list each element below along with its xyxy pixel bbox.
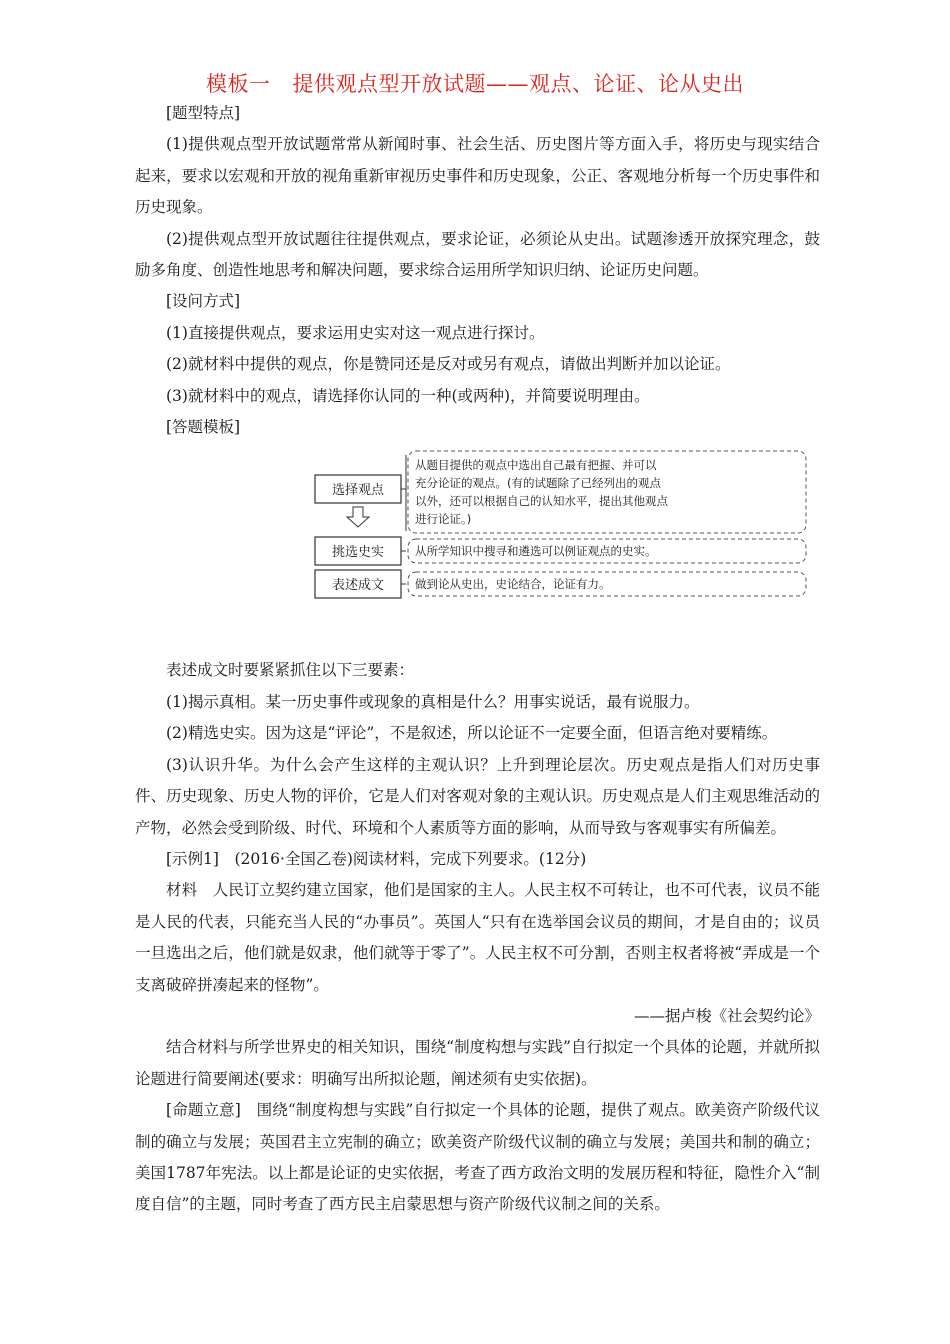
- features-paragraph-2: (2)提供观点型开放试题往往提供观点，要求论证，必须论从史出。试题渗透开放探究理念，鼓励多角度、创造性地思考和解决问题，要求综合运用所学知识归纳、论证历史问题。: [135, 229, 820, 280]
- note-compose-text: 做到论从史出，史论结合，论证有力。: [415, 577, 611, 592]
- element-item: (1)揭示真相。某一历史事件或现象的真相是什么？用事实说话，最有说服力。: [166, 692, 700, 711]
- document-body: [135, 98, 820, 1221]
- element-item: (2)精选史实。因为这是“评论”，不是叙述，所以论证不一定要全面，但语言绝对要精练。: [166, 724, 778, 743]
- step-pick-facts-label: 挑选史实: [331, 545, 385, 561]
- features-paragraph-1: (1)提供观点型开放试题常常从新闻时事、社会生活、历史图片等方面入手，将历史与现实结合起来，要求以宏观和开放的视角重新审视历史事件和历史现象，公正、客观地分析每一个历史事件和历史现象。: [135, 135, 820, 217]
- element-item: (3)认识升华。为什么会产生这样的主观认识？上升到理论层次。历史观点是指人们对历史事件、历史现象、历史人物的评价，它是人们对客观对象的主观认识。历史观点是人们主观思维活动的产物，必然会受到阶级、时代、环境和个人素质等方面的影响，从而导致与客观事实有所偏差。: [135, 755, 820, 837]
- page-title: [0, 68, 950, 98]
- example-heading: [示例1] (2016·全国乙卷)阅读材料，完成下列要求。(12分): [166, 849, 587, 868]
- step-compose-label: 表述成文: [331, 578, 385, 594]
- title-main: 提供观点型开放试题——观点、论证、论从史出: [292, 72, 744, 96]
- template-intro: 表述成文时要紧紧抓住以下三要素：: [166, 661, 415, 680]
- down-arrow-icon: [347, 507, 369, 527]
- questions-heading: [设问方式]: [166, 292, 241, 311]
- features-heading: [题型特点]: [166, 104, 241, 122]
- step-select-viewpoint-label: 选择观点: [331, 483, 385, 499]
- note-select-line-1: 从题目提供的观点中选出自己最有把握、并可以: [415, 458, 657, 473]
- note-select-line-3: 以外，还可以根据自己的认知水平，提出其他观点: [415, 494, 668, 509]
- example-material: 材料 人民订立契约建立国家，他们是国家的主人。人民主权不可转让，也不可代表，议员不能是人民的代表，只能充当人民的“办事员”。英国人“只有在选举国会议员的期间，才是自由的；议员一旦选出之后，他们就是奴隶，他们就等于零了”。人民主权不可分割，否则主权者将被“弄成是一个支离破碎拼凑起来的怪物”。: [135, 881, 820, 994]
- note-select-line-4: 进行论证。): [415, 512, 472, 527]
- template-heading: [答题模板]: [166, 418, 241, 437]
- question-item: (3)就材料中的观点，请选择你认同的一种(或两种)，并简要说明理由。: [166, 386, 650, 405]
- example-analysis: [命题立意] 围绕“制度构想与实践”自行拟定一个具体的论题，提供了观点。欧美资产阶级代议制的确立与发展；英国君主立宪制的确立；欧美资产阶级代议制的确立与发展；美国共和制的确立；美国1787年宪法。以上都是论证的史实依据，考查了西方政治文明的发展历程和特征，隐性介入“制度自信”的主题，同时考查了西方民主启蒙思想与资产阶级代议制之间的关系。: [135, 1101, 820, 1214]
- question-item: (2)就材料中提供的观点，你是赞同还是反对或另有观点，请做出判断并加以论证。: [166, 355, 731, 374]
- example-source: ——据卢梭《社会契约论》: [633, 1006, 820, 1025]
- answer-template-diagram: [135, 443, 820, 655]
- note-select-line-2: 充分论证的观点。(有的试题除了已经列出的观点: [415, 476, 661, 491]
- note-pick-facts-text: 从所学知识中搜寻和遴选可以例证观点的史实。: [415, 544, 657, 559]
- flowchart: [305, 449, 815, 609]
- title-template-number: 模板一: [206, 72, 271, 96]
- example-task: 结合材料与所学世界史的相关知识，围绕“制度构想与实践”自行拟定一个具体的论题，并就所拟论题进行简要阐述(要求：明确写出所拟论题，阐述须有史实依据)。: [135, 1038, 820, 1088]
- question-item: (1)直接提供观点，要求运用史实对这一观点进行探讨。: [166, 323, 545, 342]
